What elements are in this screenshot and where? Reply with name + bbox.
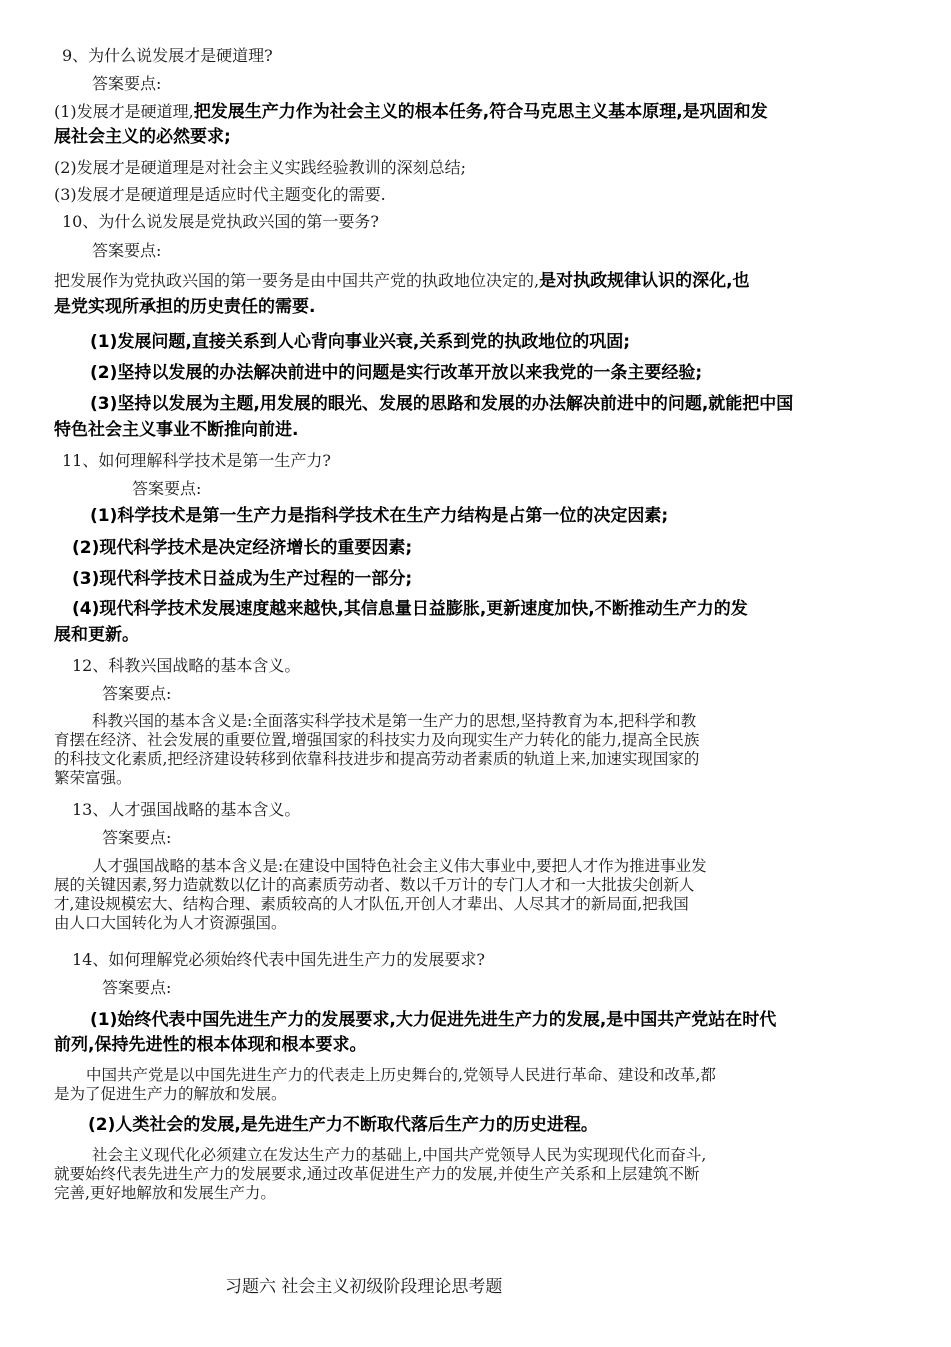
answer-line: 是为了促进生产力的解放和发展。 bbox=[54, 1085, 287, 1103]
answer-line: (4)现代科学技术发展速度越来越快,其信息量日益膨胀,更新速度加快,不断推动生产力的发 bbox=[72, 599, 748, 619]
answer-key-label: 答案要点: bbox=[102, 978, 172, 997]
answer-line: 前列,保持先进性的根本体现和根本要求。 bbox=[54, 1035, 367, 1055]
question-11: 11、如何理解科学技术是第一生产力? bbox=[62, 451, 331, 470]
question-14: 14、如何理解党必须始终代表中国先进生产力的发展要求? bbox=[72, 950, 485, 969]
answer-key-label: 答案要点: bbox=[92, 74, 162, 93]
answer-key-label: 答案要点: bbox=[92, 241, 162, 260]
answer-line: (2)现代科学技术是决定经济增长的重要因素; bbox=[72, 538, 413, 558]
answer-line: 科教兴国的基本含义是:全面落实科学技术是第一生产力的思想,坚持教育为本,把科学和教 bbox=[92, 712, 697, 730]
answer-line: 由人口大国转化为人才资源强国。 bbox=[54, 914, 287, 932]
answer-line: 才,建设规模宏大、结构合理、素质较高的人才队伍,开创人才辈出、人尽其才的新局面,把我国 bbox=[54, 895, 689, 913]
answer-line: 的科技文化素质,把经济建设转移到依靠科技进步和提高劳动者素质的轨道上来,加速实现国家的 bbox=[54, 750, 700, 768]
answer-line: 是党实现所承担的历史责任的需要. bbox=[54, 297, 316, 317]
answer-line: 育摆在经济、社会发展的重要位置,增强国家的科技实力及向现实生产力转化的能力,提高全民族 bbox=[54, 731, 700, 749]
answer-line: (1)科学技术是第一生产力是指科学技术在生产力结构是占第一位的决定因素; bbox=[90, 506, 669, 526]
answer-line: 完善,更好地解放和发展生产力。 bbox=[54, 1184, 276, 1202]
answer-line: (2)坚持以发展的办法解决前进中的问题是实行改革开放以来我党的一条主要经验; bbox=[90, 363, 703, 383]
answer-line: 展和更新。 bbox=[54, 625, 139, 645]
question-12: 12、科教兴国战略的基本含义。 bbox=[72, 656, 301, 675]
question-10: 10、为什么说发展是党执政兴国的第一要务? bbox=[62, 212, 379, 231]
answer-line: (2)人类社会的发展,是先进生产力不断取代落后生产力的历史进程。 bbox=[88, 1115, 598, 1135]
answer-line: (3)坚持以发展为主题,用发展的眼光、发展的思路和发展的办法解决前进中的问题,就能把中国 bbox=[90, 394, 794, 414]
answer-line: 把发展作为党执政兴国的第一要务是由中国共产党的执政地位决定的,是对执政规律认识的深化,也 bbox=[54, 271, 750, 291]
answer-line: (1)发展问题,直接关系到人心背向事业兴衰,关系到党的执政地位的巩固; bbox=[90, 332, 631, 352]
answer-line: 中国共产党是以中国先进生产力的代表走上历史舞台的,党领导人民进行革命、建设和改革,都 bbox=[86, 1066, 716, 1084]
answer-key-label: 答案要点: bbox=[132, 479, 202, 498]
question-9: 9、为什么说发展才是硬道理? bbox=[62, 46, 273, 65]
section-heading: 习题六 社会主义初级阶段理论思考题 bbox=[225, 1277, 503, 1297]
answer-line: (2)发展才是硬道理是对社会主义实践经验教训的深刻总结; bbox=[54, 158, 467, 177]
answer-line: 社会主义现代化必须建立在发达生产力的基础上,中国共产党领导人民为实现现代化而奋斗, bbox=[92, 1146, 707, 1164]
answer-line: 繁荣富强。 bbox=[54, 769, 132, 787]
answer-key-label: 答案要点: bbox=[102, 684, 172, 703]
answer-line: 特色社会主义事业不断推向前进. bbox=[54, 420, 299, 440]
answer-line: 展的关键因素,努力造就数以亿计的高素质劳动者、数以千万计的专门人才和一大批拔尖创新人 bbox=[54, 876, 695, 894]
answer-line: 就要始终代表先进生产力的发展要求,通过改革促进生产力的发展,并使生产关系和上层建筑不断 bbox=[54, 1165, 700, 1183]
answer-line: 人才强国战略的基本含义是:在建设中国特色社会主义伟大事业中,要把人才作为推进事业发 bbox=[92, 857, 707, 875]
answer-key-label: 答案要点: bbox=[102, 828, 172, 847]
answer-line: (1)始终代表中国先进生产力的发展要求,大力促进先进生产力的发展,是中国共产党站在时代 bbox=[90, 1010, 777, 1030]
question-13: 13、人才强国战略的基本含义。 bbox=[72, 800, 301, 819]
answer-line: (1)发展才是硬道理,把发展生产力作为社会主义的根本任务,符合马克思主义基本原理,是巩固和发 bbox=[54, 102, 768, 122]
answer-line: 展社会主义的必然要求; bbox=[54, 127, 231, 147]
answer-line: (3)发展才是硬道理是适应时代主题变化的需要. bbox=[54, 185, 386, 204]
answer-line: (3)现代科学技术日益成为生产过程的一部分; bbox=[72, 569, 413, 589]
